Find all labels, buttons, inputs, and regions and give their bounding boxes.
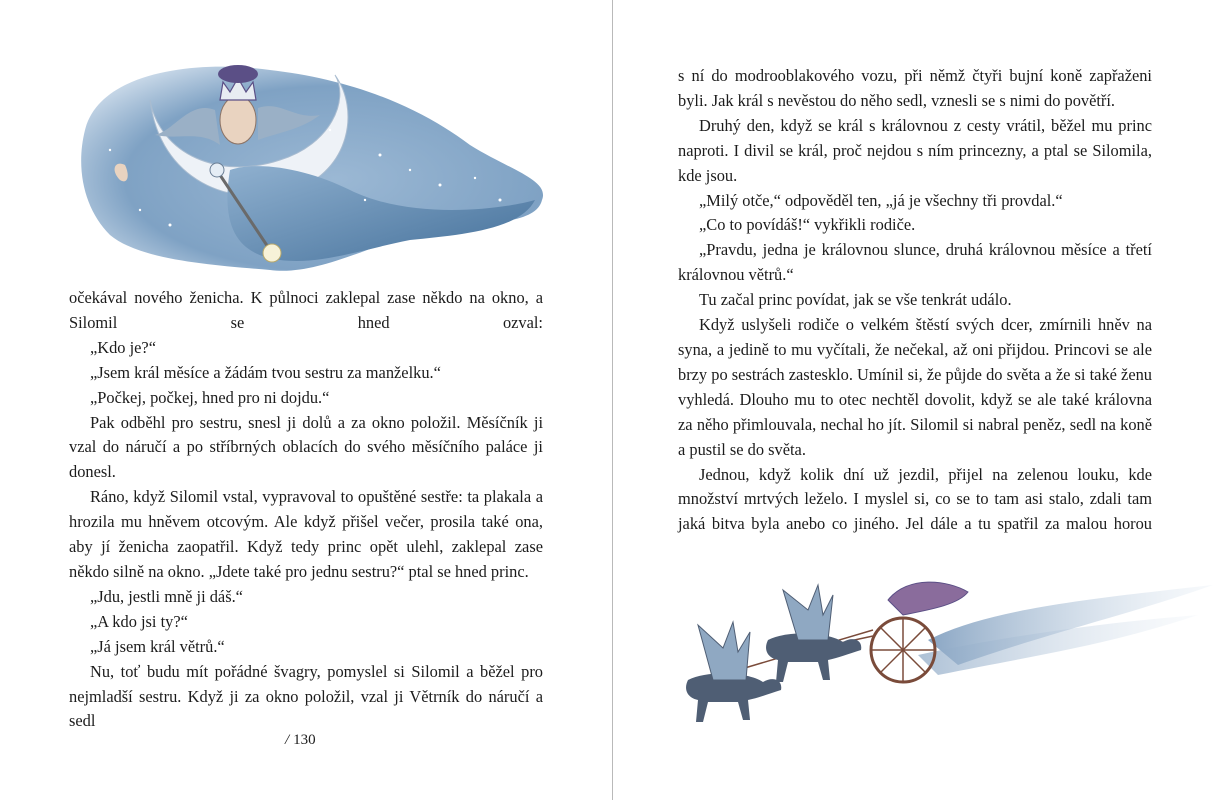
right-paragraph: „Co to povídáš!“ vykřikli rodiče. — [699, 215, 916, 235]
left-paragraph: očekával nového ženicha. K půlnoci zaklepal zase někdo na okno, a Silomil se hned ozval: — [69, 288, 543, 332]
right-paragraph: „Milý otče,“ odpověděl ten, „já je všechny tři provdal.“ — [699, 190, 1063, 210]
page-number-value: 130 — [293, 732, 316, 748]
left-paragraph: „A kdo jsi ty?“ — [90, 611, 188, 631]
right-page — [613, 0, 1224, 800]
left-paragraph: Nu, toť budu mít pořádné švagry, pomyslel si Silomil a běžel pro nejmladší sestru. Když ji za okno položil, vzal ji Větrník do náručí a sedl — [69, 661, 543, 731]
left-paragraph: „Jdu, jestli mně ji dáš.“ — [90, 586, 243, 606]
right-paragraph: „Pravdu, jedna je královnou slunce, druhá královnou měsíce a třetí královnou větrů.“ — [678, 240, 1152, 285]
page-number — [285, 732, 316, 749]
right-paragraph: Tu začal princ povídat, jak se vše tenkrát událo. — [699, 290, 1012, 310]
right-paragraph: s ní do modrooblakového vozu, při němž čtyři bujní koně zapřaženi byli. Jak král s nevěstou do něho sedl, vznesli se s nimi do povětří. — [678, 66, 1152, 110]
left-page-text — [69, 286, 543, 734]
left-paragraph: Pak odběhl pro sestru, snesl ji dolů a za okno položil. Měsíčník ji vzal do náručí a po stříbrných oblacích do svého měsíčního paláce ji donesl. — [69, 412, 543, 482]
moon-king-illustration — [80, 60, 545, 275]
right-paragraph: Jednou, když kolik dní už jezdil, přijel na zelenou louku, kde množství mrtvých leželo. I myslel si, co se to tam asi stalo, zdali tam jaká bitva byla anebo co jiného. Jel dále a tu spatřil za malou horou — [678, 464, 1152, 534]
page-number-mark: / — [285, 732, 290, 748]
left-paragraph: „Já jsem král větrů.“ — [90, 636, 225, 656]
left-paragraph: „Počkej, počkej, hned pro ni dojdu.“ — [90, 387, 330, 407]
left-paragraph: „Kdo je?“ — [90, 337, 156, 357]
wind-chariot-illustration — [658, 570, 1218, 740]
left-paragraph: „Jsem král měsíce a žádám tvou sestru za manželku.“ — [90, 362, 441, 382]
right-paragraph: Druhý den, když se král s královnou z cesty vrátil, běžel mu princ naproti. I divil se král, proč nejdou s ním princezny, a ptal se Silomila, kde jsou. — [678, 115, 1152, 185]
left-paragraph: Ráno, když Silomil vstal, vypravoval to opuštěné sestře: ta plakala a hrozila mu hněvem otcovým. Ale když přišel večer, prosila také ona, aby jí ženicha zaopatřil. Když tedy princ opět ulehl, zaklepal zase někdo silně na okno. „Jdete také pro jednu sestru?“ ptal se hned princ. — [69, 487, 543, 581]
right-paragraph: Když uslyšeli rodiče o velkém štěstí svých dcer, zmírnili hněv na syna, a jedině to mu vyčítali, že nečekal, až oni přijdou. Princovi se ale brzy po sestrách zastesklo. Umínil si, že půjde do světa a že si také ženu vyhledá. Dlouho mu to otec nechtěl dovolit, když se ale také královna za něho přimlouvala, nechal ho jít. Silomil si nabral peněz, sedl na koně a pustil se do světa. — [678, 315, 1152, 459]
right-page-text — [678, 64, 1152, 537]
